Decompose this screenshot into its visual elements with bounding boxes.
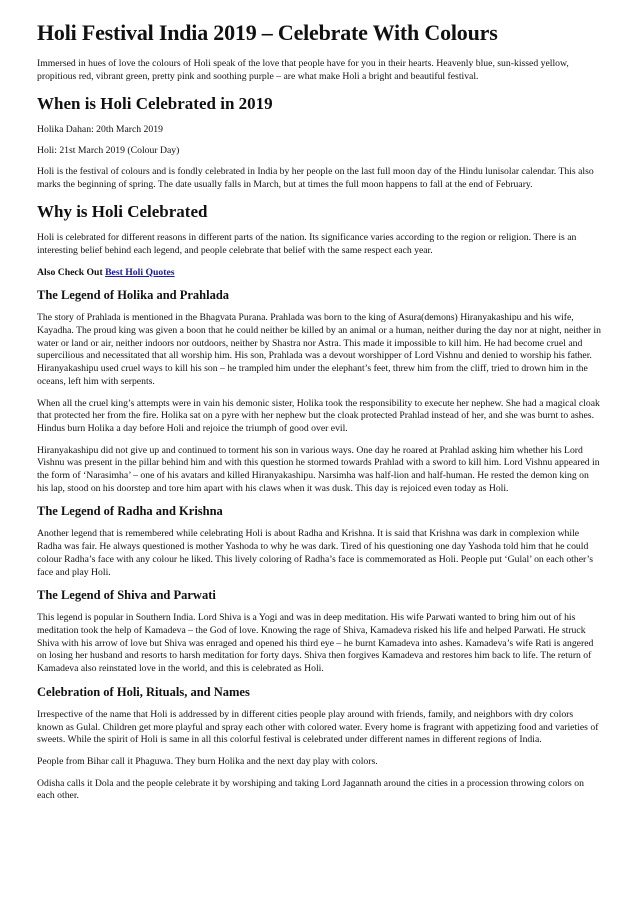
celebration-paragraph-1: Irrespective of the name that Holi is addressed by in different cities people play around with friends, family, and neighbors with dry colors known as Gulal. Children get more playful and spray each other with colored water. Every home is fragrant with appetizing food and varieties of sweets. While the spirit of Holi is same in all this colorful festival is celebrated under different names in different regions of India. (37, 708, 599, 746)
best-holi-quotes-link[interactable]: Best Holi Quotes (105, 266, 175, 278)
holika-dahan-date: Holika Dahan: 20th March 2019 (37, 124, 163, 136)
celebration-paragraph-2: People from Bihar call it Phaguwa. They burn Holika and the next day play with colors. (37, 755, 378, 767)
shiva-paragraph: This legend is popular in Southern India. Lord Shiva is a Yogi and was in deep meditation. His wife Parwati wanted to bring him out of his meditation took the help of Kamadeva – the God of love. Knowing the rage of Shiva, Kamadeva risked his life and helped Parwati. He struck Shiva with his arrow of love but Shiva was enraged and opened his third eye – he burnt Kamadeva into ashes. Kamadeva’s wife Rati is angered on losing her husband and resorts to harsh meditation for forty days. Shiva then forgives Kamadeva and restores him back to life. The return of Kamadeva also reinstated love in the world, and this is celebrated as Holi. (37, 612, 594, 675)
holika-paragraph-2: When all the cruel king’s attempts were in vain his demonic sister, Holika took the responsibility to execute her nephew. She had a magical cloak that protected her from the fire. Holika sat on a pyre with her nephew but the cloak protected Prahlad instead of her, and she was burnt to ashes. Hindus burn Holika a day before Holi and rejoice the triumph of good over evil. (37, 397, 600, 434)
radha-paragraph: Another legend that is remembered while celebrating Holi is about Radha and Krishna. It is said that Krishna was dark in complexion while Radha was fair. He always questioned is mother Yashoda to why he was dark. Tired of his questioning one day Yashoda told him that he could colour Radha’s face with any colour he liked. This lively coloring of Radha’s face is commemorated as Holi. People put ‘Gulal’ on each other’s face and play Holi. (37, 528, 594, 578)
celebration-heading: Celebration of Holi, Rituals, and Names (37, 684, 250, 699)
when-paragraph: Holi is the festival of colours and is fondly celebrated in India by her people on the last full moon day of the Hindu lunisolar calendar. This also marks the beginning of spring. The date usually falls in March, but at times the full moon happens to fall at the end of February. (37, 165, 594, 190)
why-paragraph: Holi is celebrated for different reasons in different parts of the nation. Its significance varies according to the region or religion. There is an interesting belief behind each legend, and people celebrate that belief with the same respect each year. (37, 232, 577, 256)
when-heading: When is Holi Celebrated in 2019 (37, 94, 273, 114)
celebration-paragraph-3: Odisha calls it Dola and the people celebrate it by worshiping and taking Lord Jagannath around the cities in a procession throwing colors on each other. (37, 777, 584, 802)
page-title: Holi Festival India 2019 – Celebrate With Colours (37, 20, 498, 45)
holika-heading: The Legend of Holika and Prahlada (37, 288, 230, 303)
also-check-out-label: Also Check Out (37, 266, 103, 278)
intro-paragraph: Immersed in hues of love the colours of Holi speak of the love that people have for you in their hearts. Heavenly blue, sun-kissed yellow, propitious red, vibrant green, pretty pink and soothing purple – are what make Holi a bright and beautiful festival. (37, 58, 569, 82)
holika-paragraph-3: Hiranyakashipu did not give up and continued to torment his son in various ways. One day he roared at Prahlad asking him whether his Lord Vishnu was present in the pillar behind him and with this question he stormed towards Prahlad with a sword to kill him. Lord Vishnu appeared in the form of ‘Narasimha’ – one of his avatars and killed Hiranyakashipu. Narsimha was half-lion and half-human. He rested the demon king on his lap, stood on his doorstep and tore him apart with his claws when it was dusk. This day is rejoiced even today as Holi. (37, 444, 600, 494)
also-check-out (37, 267, 601, 280)
holi-date: Holi: 21st March 2019 (Colour Day) (37, 145, 180, 157)
why-heading: Why is Holi Celebrated (37, 202, 208, 222)
shiva-heading: The Legend of Shiva and Parwati (37, 588, 216, 603)
holika-paragraph-1: The story of Prahlada is mentioned in the Bhagvata Purana. Prahlada was born to the king of Asura(demons) Hiranyakashipu and his wife, Kayadha. The proud king was given a boon that he could neither be killed by an animal or a human, neither during the day nor at night, neither in water or land or air, neither indoors nor outdoors, neither by Shastra nor Astra. This made it impossible to kill him. He had become cruel and supercilious and necessitated that all worship him. His son, Prahlada was a devout worshipper of Lord Vishnu and denied to worship his father. Hiranyakashipu used cruel ways to kill his son – he trampled him under the elephant’s feet, threw him from the cliff, tried to drown him in the oceans, left him with serpents. (37, 312, 601, 387)
radha-heading: The Legend of Radha and Krishna (37, 504, 223, 519)
